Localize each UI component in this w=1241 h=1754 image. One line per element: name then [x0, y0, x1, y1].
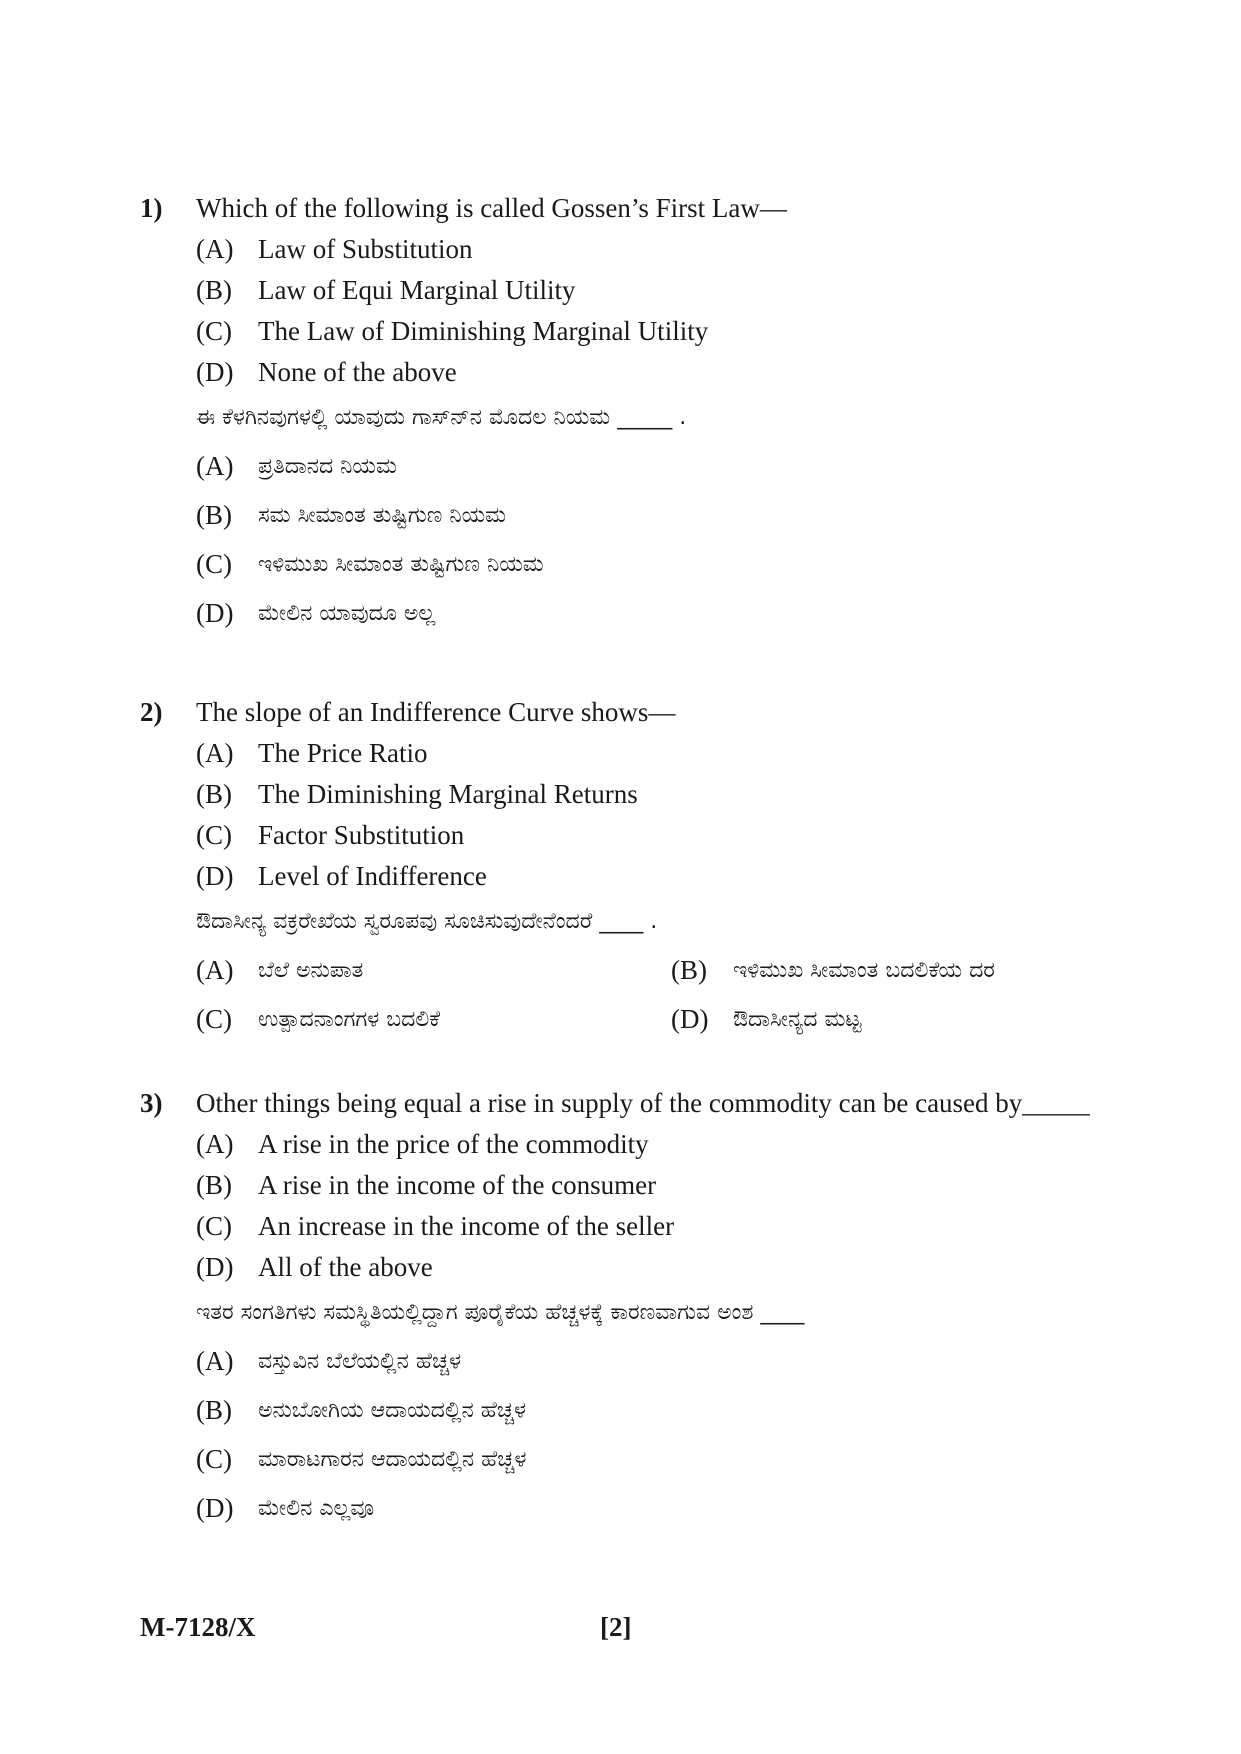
option-text: ಇಳಿಮುಖ ಸೀಮಾಂತ ಬದಲಿಕೆಯ ದರ: [733, 958, 995, 983]
option-text: All of the above: [258, 1252, 433, 1282]
option-text: ಅನುಬೋಗಿಯ ಆದಾಯದಲ್ಲಿನ ಹೆಚ್ಚಳ: [258, 1398, 526, 1423]
option-text: ಮೇಲಿನ ಯಾವುದೂ ಅಲ್ಲ: [258, 601, 436, 626]
option-text: ಬೆಲೆ ಅನುಪಾತ: [258, 958, 364, 983]
question-2: [140, 692, 1090, 1044]
option-text: Level of Indifference: [258, 861, 487, 891]
kannada-option-b: [196, 1386, 1090, 1435]
question-number: 2): [140, 697, 163, 727]
kannada-option-b: [196, 491, 1090, 540]
option-text: Factor Substitution: [258, 820, 465, 850]
option-label: (D): [671, 1004, 709, 1034]
option-label: (D): [196, 357, 234, 387]
option-b: [196, 1165, 1090, 1206]
kannada-option-c: [196, 540, 1090, 589]
option-label: (D): [196, 1493, 234, 1523]
kannada-options-grid: [196, 946, 1090, 1044]
kannada-option-d: [196, 589, 1090, 638]
paper-code: M-7128/X: [140, 1612, 256, 1642]
option-text: ಸಮ ಸೀಮಾಂತ ತುಷ್ಟಿಗುಣ ನಿಯಮ: [258, 503, 507, 528]
kannada-question-text: ಇತರ ಸಂಗತಿಗಳು ಸಮಸ್ಥಿತಿಯಲ್ಲಿದ್ದಾಗ ಪೂರೈಕೆಯ ಹೆಚ್ಚಳಕ್ಕೆ ಕಾರಣವಾಗುವ ಅಂಶ ____: [196, 1300, 805, 1325]
option-text: A rise in the price of the commodity: [258, 1129, 649, 1159]
page-number: [2]: [600, 1612, 632, 1642]
option-text: The Law of Diminishing Marginal Utility: [258, 316, 709, 346]
option-text: ಮಾರಾಟಗಾರನ ಆದಾಯದಲ್ಲಿನ ಹೆಚ್ಚಳ: [258, 1447, 527, 1472]
option-label: (B): [196, 779, 232, 809]
kannada-question-text: ಈ ಕೆಳಗಿನವುಗಳಲ್ಲಿ ಯಾವುದು ಗಾಸ್‌ನ್‌ನ ಮೊದಲ ನಿಯಮ _____ .: [196, 405, 687, 430]
question-number: 3): [140, 1088, 163, 1118]
option-text: The Price Ratio: [258, 738, 428, 768]
option-label: (A): [196, 1129, 234, 1159]
option-label: (C): [196, 316, 232, 346]
option-label: (B): [196, 1395, 232, 1425]
option-text: Law of Equi Marginal Utility: [258, 275, 576, 305]
option-label: (D): [196, 598, 234, 628]
option-text: None of the above: [258, 357, 457, 387]
option-text: Law of Substitution: [258, 234, 473, 264]
option-a: [196, 1124, 1090, 1165]
option-a: [196, 733, 1090, 774]
option-label: (A): [196, 1346, 234, 1376]
option-b: [196, 774, 1090, 815]
option-label: (A): [196, 234, 234, 264]
question-text: Other things being equal a rise in supply of the commodity can be caused by_____: [196, 1088, 1090, 1118]
question-text: The slope of an Indifference Curve shows—: [196, 697, 676, 727]
option-label: (C): [196, 1004, 232, 1034]
kannada-option-c: [196, 995, 671, 1044]
question-text: Which of the following is called Gossen’s First Law—: [196, 193, 787, 223]
option-b: [196, 270, 1090, 311]
kannada-option-d: [196, 1484, 1090, 1533]
question-number: 1): [140, 193, 163, 223]
option-label: (C): [196, 1444, 232, 1474]
option-text: ಉತ್ಪಾದನಾಂಗಗಳ ಬದಲಿಕೆ: [258, 1007, 441, 1032]
option-text: ಇಳಿಮುಖ ಸೀಮಾಂತ ತುಷ್ಟಿಗುಣ ನಿಯಮ: [258, 552, 544, 577]
option-a: [196, 229, 1090, 270]
option-label: (B): [671, 955, 707, 985]
option-text: ಪ್ರತಿದಾನದ ನಿಯಮ: [258, 454, 397, 479]
option-d: [196, 1247, 1090, 1288]
option-text: ಔದಾಸೀನ್ಯದ ಮಟ್ಟ: [733, 1007, 862, 1032]
option-text: A rise in the income of the consumer: [258, 1170, 657, 1200]
kannada-option-a: [196, 946, 671, 995]
option-label: (B): [196, 1170, 232, 1200]
option-text: An increase in the income of the seller: [258, 1211, 675, 1241]
option-d: [196, 352, 1090, 393]
option-c: [196, 815, 1090, 856]
kannada-option-a: [196, 442, 1090, 491]
question-1: [140, 188, 1090, 638]
option-label: (C): [196, 1211, 232, 1241]
question-3: [140, 1083, 1090, 1533]
option-label: (A): [196, 955, 234, 985]
kannada-question-text: ಔದಾಸೀನ್ಯ ವಕ್ರರೇಖೆಯ ಸ್ವರೂಪವು ಸೂಚಿಸುವುದೇನೆಂದರೆ ____ .: [196, 909, 658, 934]
option-text: The Diminishing Marginal Returns: [258, 779, 638, 809]
option-text: ಮೇಲಿನ ಎಲ್ಲವೂ: [258, 1496, 375, 1521]
option-c: [196, 1206, 1090, 1247]
option-c: [196, 311, 1090, 352]
kannada-option-d: [671, 995, 1091, 1044]
kannada-option-a: [196, 1337, 1090, 1386]
option-d: [196, 856, 1090, 897]
option-label: (C): [196, 820, 232, 850]
option-label: (B): [196, 500, 232, 530]
option-label: (D): [196, 861, 234, 891]
option-label: (A): [196, 738, 234, 768]
option-label: (B): [196, 275, 232, 305]
option-text: ವಸ್ತುವಿನ ಬೆಲೆಯಲ್ಲಿನ ಹೆಚ್ಚಳ: [258, 1349, 462, 1374]
kannada-option-b: [671, 946, 1091, 995]
option-label: (A): [196, 451, 234, 481]
kannada-option-c: [196, 1435, 1090, 1484]
option-label: (C): [196, 549, 232, 579]
option-label: (D): [196, 1252, 234, 1282]
